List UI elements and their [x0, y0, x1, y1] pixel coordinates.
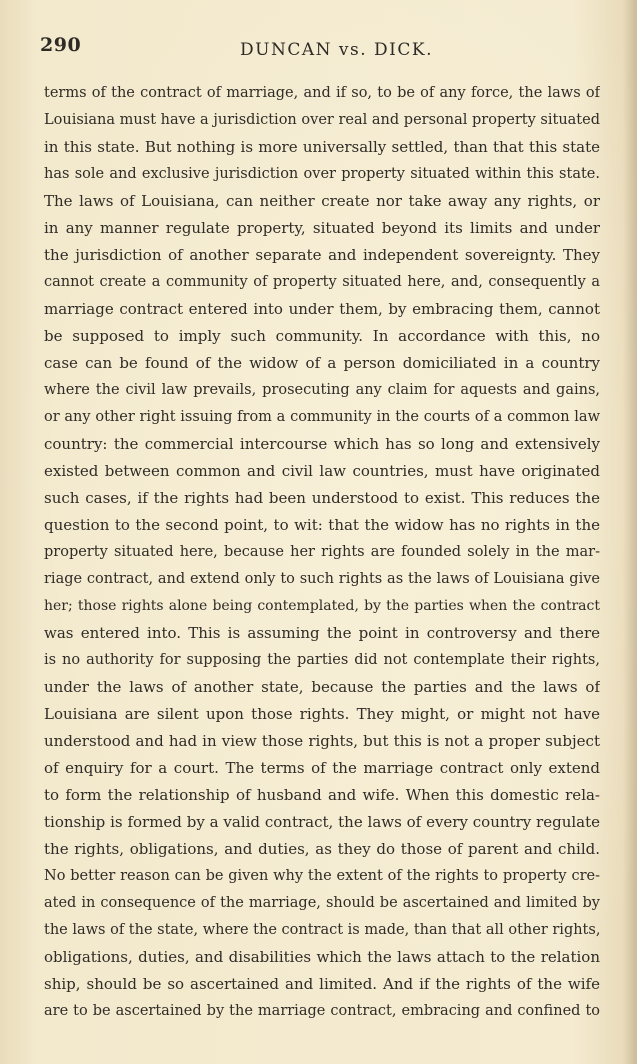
text-line: is no authority for supposing the parties did not contemplate their rights,: [44, 652, 600, 668]
text-line: her; those rights alone being contemplated, by the parties when the contract: [44, 598, 600, 614]
text-line: of enquiry for a court. The terms of the marriage contract only extend: [44, 759, 600, 777]
text-line: the jurisdiction of another separate and independent sovereignty. They: [44, 246, 600, 264]
text-line: property situated here, because her rights are founded solely in the mar-: [44, 544, 600, 560]
text-line: cannot create a community of property situated here, and, consequently a: [44, 274, 600, 290]
text-line: or any other right issuing from a community in the courts of a common law: [44, 409, 600, 425]
text-line: Louisiana must have a jurisdiction over real and personal property situated: [44, 112, 600, 128]
text-line: in this state. But nothing is more universally settled, than that this state: [44, 138, 600, 156]
text-line: to form the relationship of husband and wife. When this domestic rela-: [44, 786, 600, 804]
running-title: DUNCAN vs. DICK.: [240, 40, 433, 60]
text-line: are to be ascertained by the marriage contract, embracing and confined to: [44, 1003, 600, 1019]
text-line: The laws of Louisiana, can neither create nor take away any rights, or: [44, 192, 600, 210]
body-text: [44, 80, 600, 1025]
text-line: the rights, obligations, and duties, as they do those of parent and child.: [44, 840, 600, 858]
text-line: ated in consequence of the marriage, should be ascertained and limited by: [44, 895, 600, 911]
text-line: in any manner regulate property, situated beyond its limits and under: [44, 219, 600, 237]
text-line: obligations, duties, and disabilities which the laws attach to the relation: [44, 948, 600, 966]
text-line: has sole and exclusive jurisdiction over property situated within this state.: [44, 166, 600, 182]
text-line: the laws of the state, where the contract is made, than that all other rights,: [44, 922, 600, 938]
text-line: under the laws of another state, because the parties and the laws of: [44, 678, 600, 696]
text-line: riage contract, and extend only to such rights as the laws of Louisiana give: [44, 571, 600, 587]
text-line: was entered into. This is assuming the point in controversy and there: [44, 624, 600, 642]
text-line: terms of the contract of marriage, and if so, to be of any force, the laws of: [44, 85, 600, 101]
text-line: where the civil law prevails, prosecuting any claim for aquests and gains,: [44, 382, 600, 398]
text-line: No better reason can be given why the extent of the rights to property cre-: [44, 868, 600, 884]
text-line: case can be found of the widow of a person domiciliated in a country: [44, 354, 600, 372]
text-line: tionship is formed by a valid contract, the laws of every country regulate: [44, 813, 600, 831]
text-line: ship, should be so ascertained and limited. And if the rights of the wife: [44, 975, 600, 993]
page-number: 290: [40, 34, 82, 56]
page-edge-shadow: [623, 0, 637, 1064]
text-line: existed between common and civil law countries, must have originated: [44, 462, 600, 480]
text-line: understood and had in view those rights, but this is not a proper subject: [44, 732, 600, 750]
text-line: country: the commercial intercourse which has so long and extensively: [44, 435, 600, 453]
text-line: marriage contract entered into under them, by embracing them, cannot: [44, 300, 600, 318]
text-line: question to the second point, to wit: that the widow has no rights in the: [44, 516, 600, 534]
text-line: Louisiana are silent upon those rights. They might, or might not have: [44, 705, 600, 723]
text-line: such cases, if the rights had been understood to exist. This reduces the: [44, 489, 600, 507]
running-head: [0, 34, 637, 64]
text-line: be supposed to imply such community. In accordance with this, no: [44, 327, 600, 345]
